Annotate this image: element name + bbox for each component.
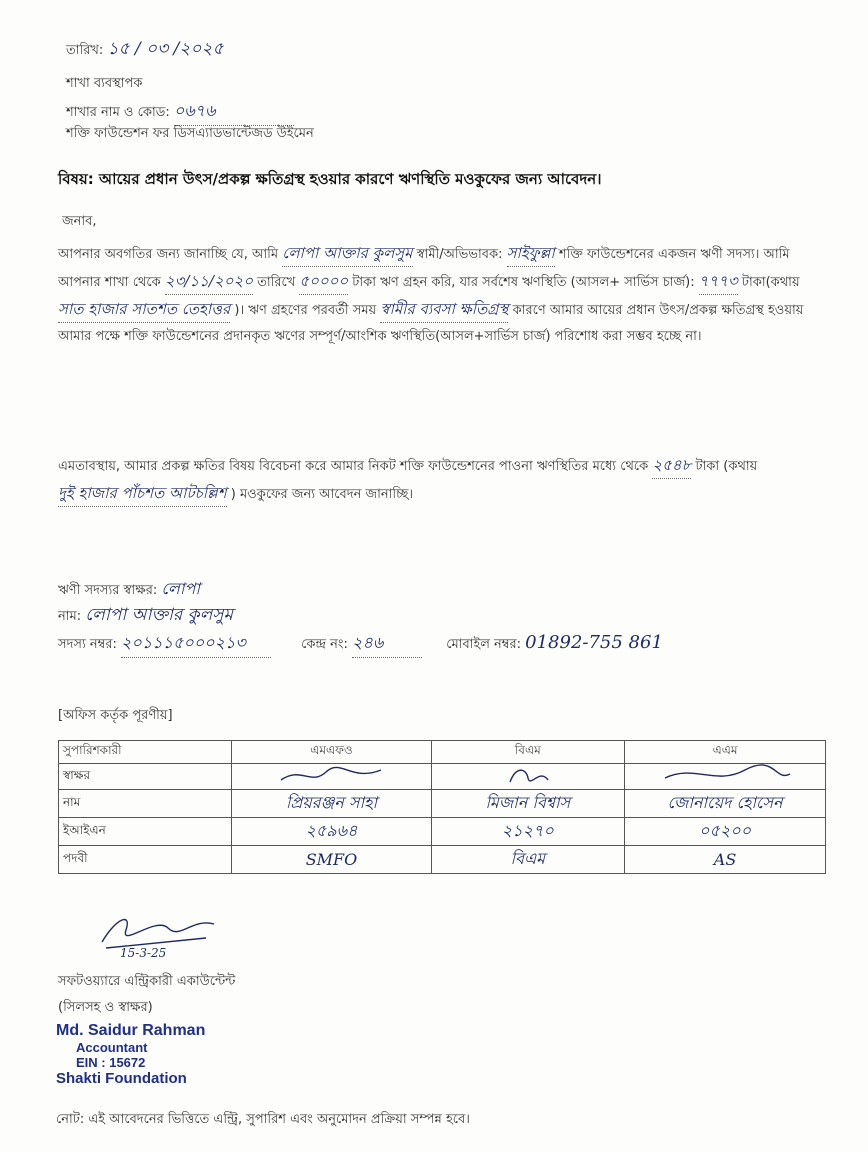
loan-date-field: ২৩/১১/২০২০ (165, 268, 253, 295)
subject-line: বিষয়: আয়ের প্রধান উৎস/প্রকল্প ক্ষতিগ্রস্থ হওয়ার কারণে ঋণস্থিতি মওকুফের জন্য আবেদন। (58, 170, 602, 188)
col-label-am: এএম (625, 741, 826, 764)
row-label-ein: ইআইএন (59, 818, 232, 846)
date-value: ১৫ / ০৩ /২০২৫ (107, 39, 224, 59)
p1-text-g: )। ঋণ গ্রহণের পরবর্তী সময় (234, 303, 377, 318)
member-signature-line (58, 576, 200, 603)
footer-note: নোট: এই আবেদনের ভিত্তিতে এন্ট্রি, সুপারিশ এবং অনুমোদন প্রক্রিয়া সম্পন্ন হবে। (56, 1112, 470, 1127)
table-row (59, 741, 826, 764)
member-number-value: ২০১১১৫০০০২১৩ (121, 630, 271, 658)
p1-text-h: কারণে আমার আয়ের প্রধান উৎস/প্রকল্প ক্ষতিগ্রস্থ হওয়ায় আমার পক্ষে শক্তি ফাউন্ডেশনের প্রদানকৃত ঋণের সম্পূর্ণ/আংশিক ঋণস্থিতি(আসল+সার্ভিস চার্জ) পরিশোধ করা সম্ভব হচ্ছে না। (58, 303, 804, 344)
col-label-recommender: সুপারিশকারী (59, 741, 232, 764)
signature-scribble-icon (655, 764, 795, 786)
p2-text-b: টাকা (কথায় (695, 459, 758, 474)
member-name-field: লোপা আক্তার কুলসুম (282, 240, 412, 267)
p1-text-f: টাকা(কথায় (741, 275, 800, 290)
member-name-label: নাম: (58, 609, 82, 624)
member-name-line (58, 602, 233, 630)
org-name: শক্তি ফাউন্ডেশন ফর ডিসএ্যাডভান্টেজড উইমেন (66, 126, 314, 141)
member-number-line (58, 630, 663, 658)
signature-scribble-icon (498, 764, 558, 786)
branch-manager: শাখা ব্যবস্থাপক (66, 76, 143, 91)
p1-text-b: স্বামী/অভিভাবক: (416, 247, 503, 262)
member-signature-label: ঋণী সদস্যর স্বাক্ষর: (58, 583, 158, 598)
office-table (58, 740, 826, 874)
p2-text-a: এমতাবস্থায়, আমার প্রকল্প ক্ষতির বিষয় বিবেচনা করে আমার নিকট শক্তি ফাউন্ডেশনের পাওনা ঋণস্থিতির মধ্যে থেকে (58, 459, 649, 474)
row-label-signature: স্বাক্ষর (59, 764, 232, 790)
signature-scribble-icon (271, 764, 391, 786)
table-row (59, 790, 826, 818)
accountant-role: সফটওয়্যারে এন্ট্রিকারী একাউন্টেন্ট (58, 974, 236, 989)
accountant-stamp (56, 1022, 205, 1087)
p1-text-a: আপনার অবগতির জন্য জানাচ্ছি যে, আমি (58, 247, 279, 262)
member-signature-value: লোপা (161, 579, 200, 598)
member-number-label: সদস্য নম্বর: (58, 637, 117, 652)
bm-ein: ২১২৭০ (431, 818, 625, 846)
mfo-name: প্রিয়রঞ্জন সাহা (232, 790, 431, 818)
accountant-sign-date: 15-3-25 (120, 946, 167, 960)
member-name-value: লোপা আক্তার কুলসুম (85, 605, 233, 625)
branch-code-value: ০৬৭৬ (174, 98, 294, 126)
accountant-seal-note: (সিলসহ ও স্বাক্ষর) (58, 1000, 153, 1015)
am-signature (625, 764, 826, 790)
mfo-signature (232, 764, 431, 790)
office-heading: [অফিস কর্তৃক পূরণীয়] (58, 708, 173, 723)
body-paragraph-1 (58, 240, 823, 350)
mfo-ein: ২৫৯৬৪ (232, 818, 431, 846)
stamp-ein: EIN : 15672 (76, 1055, 146, 1070)
stamp-org: Shakti Foundation (56, 1070, 187, 1087)
p1-text-e: টাকা ঋণ গ্রহন করি, যার সর্বশেষ ঋণস্থিতি (আসল+ সার্ভিস চার্জ): (352, 275, 695, 290)
col-label-mfo: এমএফও (232, 741, 431, 764)
stamp-title: Accountant (76, 1040, 148, 1055)
am-designation: AS (625, 846, 826, 874)
branch-name-code-label: শাখার নাম ও কোড: (66, 105, 170, 120)
waiver-amount-field: ২৫৪৮ (652, 452, 691, 479)
row-label-designation: পদবী (59, 846, 232, 874)
p1-text-c: শক্তি ফাউন্ডেশনের একজন ঋণী সদস্য। আমি আপনার শাখা থেকে (58, 247, 790, 290)
branch-line (66, 98, 294, 126)
salutation: জনাব, (62, 214, 97, 229)
mobile-label: মোবাইল নম্বর: (446, 637, 521, 652)
date-line (66, 36, 223, 64)
table-row (59, 818, 826, 846)
table-row (59, 846, 826, 874)
row-label-name: নাম (59, 790, 232, 818)
bm-designation: বিএম (431, 846, 625, 874)
p1-text-d: তারিখে (257, 275, 296, 290)
mfo-designation: SMFO (232, 846, 431, 874)
center-label: কেন্দ্র নং: (301, 637, 348, 652)
am-ein: ০৫২০০ (625, 818, 826, 846)
am-name: জোনায়েদ হোসেন (625, 790, 826, 818)
col-label-bm: বিএম (431, 741, 625, 764)
bm-name: মিজান বিশ্বাস (431, 790, 625, 818)
bm-signature (431, 764, 625, 790)
balance-field: ৭৭৭৩ (699, 268, 738, 295)
balance-words-field: সাত হাজার সাতশত তেহাত্তর (58, 296, 230, 323)
mobile-value: 01892-755 861 (525, 632, 663, 653)
waiver-words-field: দুই হাজার পাঁচশত আটচল্লিশ (58, 480, 227, 507)
cause-field: স্বামীর ব্যবসা ক্ষতিগ্রস্থ (380, 296, 508, 323)
table-row (59, 764, 826, 790)
body-paragraph-2 (58, 452, 823, 508)
center-value: ২৪৬ (352, 630, 422, 658)
date-label: তারিখ: (66, 43, 104, 58)
p2-text-c: ) মওকুফের জন্য আবেদন জানাচ্ছি। (230, 487, 414, 502)
stamp-name: Md. Saidur Rahman (56, 1022, 206, 1039)
guardian-name-field: সাইফুল্লা (507, 240, 555, 267)
loan-amount-field: ৫০০০০ (299, 268, 348, 295)
